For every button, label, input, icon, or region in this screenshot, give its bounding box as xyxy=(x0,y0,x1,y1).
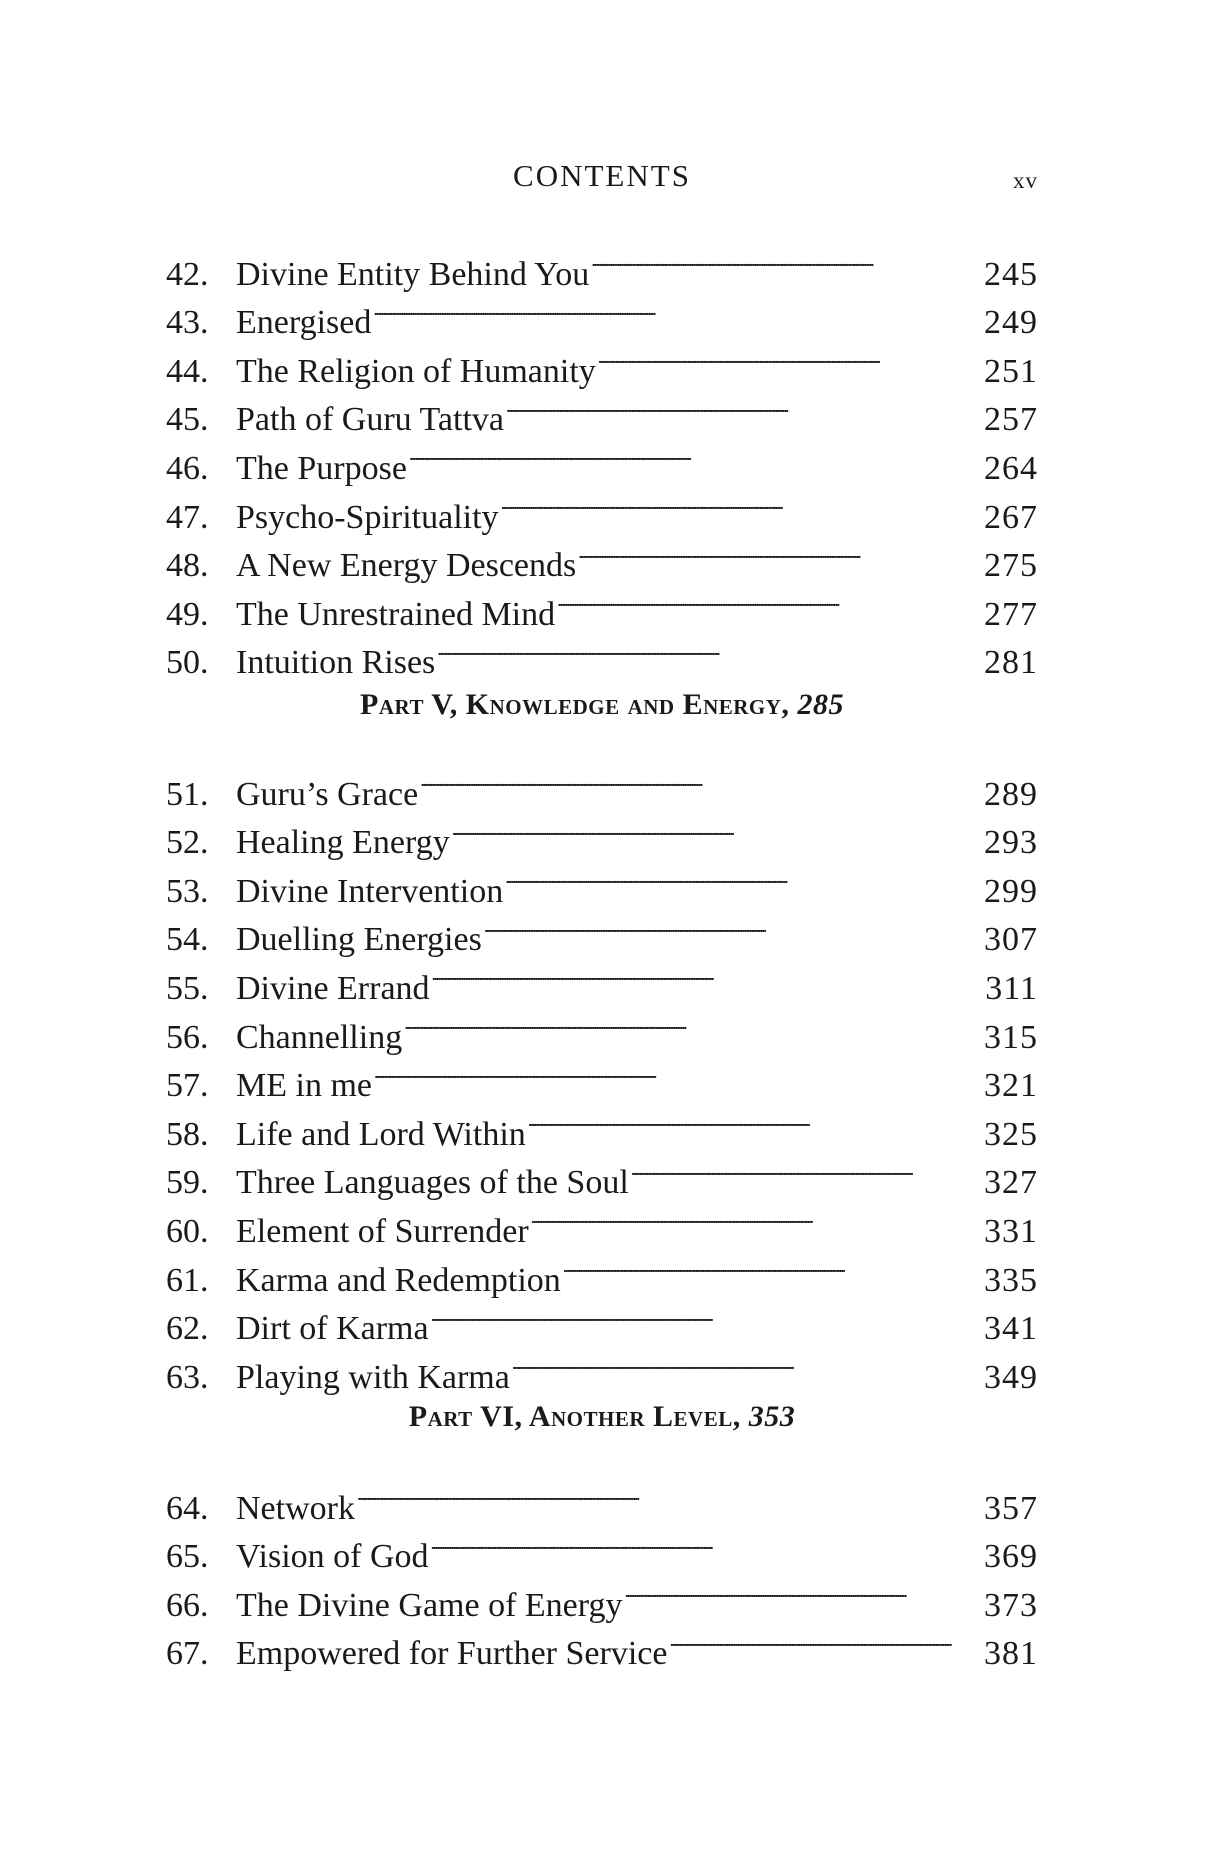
chapter-page-number: 251 xyxy=(984,352,1038,390)
dot-leader xyxy=(431,1519,982,1568)
toc-entry xyxy=(166,236,1038,293)
chapter-number: 65. xyxy=(166,1538,209,1576)
chapter-title: The Religion of Humanity xyxy=(236,352,596,390)
toc-entry xyxy=(166,1242,1038,1299)
chapter-number: 60. xyxy=(166,1212,209,1250)
chapter-title: Healing Energy xyxy=(236,824,450,862)
toc-group-part-v xyxy=(166,756,1038,1396)
chapter-title: Karma and Redemption xyxy=(236,1261,561,1299)
chapter-page-number: 264 xyxy=(984,449,1038,487)
chapter-page-number: 373 xyxy=(984,1586,1038,1624)
chapter-page-number: 369 xyxy=(984,1538,1038,1576)
chapter-page-number: 327 xyxy=(984,1164,1038,1202)
chapter-page-number: 275 xyxy=(984,547,1038,585)
toc-entry xyxy=(166,1048,1038,1105)
chapter-page-number: 245 xyxy=(984,255,1038,293)
toc-entry xyxy=(166,1291,1038,1348)
toc-entry xyxy=(166,1339,1038,1396)
chapter-number: 59. xyxy=(166,1164,209,1202)
toc-group-part-vi xyxy=(166,1470,1038,1673)
chapter-title: A New Energy Descends xyxy=(236,547,577,585)
chapter-page-number: 281 xyxy=(984,644,1038,682)
page-folio: xv xyxy=(1013,168,1038,193)
chapter-page-number: 315 xyxy=(984,1018,1038,1056)
dot-leader xyxy=(409,430,982,479)
chapter-number: 48. xyxy=(166,547,209,585)
dot-leader xyxy=(484,902,982,951)
toc-entry xyxy=(166,999,1038,1056)
dot-leader xyxy=(563,1242,982,1291)
chapter-number: 49. xyxy=(166,595,209,633)
part-v-heading xyxy=(166,688,1038,722)
chapter-title: Channelling xyxy=(236,1018,403,1056)
toc-entry xyxy=(166,528,1038,585)
dot-leader xyxy=(591,236,982,285)
chapter-number: 58. xyxy=(166,1115,209,1153)
chapter-number: 67. xyxy=(166,1635,209,1673)
chapter-number: 64. xyxy=(166,1489,209,1527)
dot-leader xyxy=(432,950,984,999)
dot-leader xyxy=(578,528,982,577)
dot-leader xyxy=(512,1339,982,1388)
chapter-page-number: 331 xyxy=(984,1212,1038,1250)
toc-entry xyxy=(166,1519,1038,1576)
chapter-number: 43. xyxy=(166,304,209,342)
dot-leader xyxy=(452,805,982,854)
chapter-number: 52. xyxy=(166,824,209,862)
chapter-title: Playing with Karma xyxy=(236,1358,510,1396)
chapter-title: Path of Guru Tattva xyxy=(236,401,504,439)
dot-leader xyxy=(420,756,982,805)
part-vi-heading xyxy=(166,1400,1038,1434)
dot-leader xyxy=(669,1616,982,1665)
toc-entry xyxy=(166,853,1038,910)
toc-entry xyxy=(166,625,1038,682)
chapter-number: 61. xyxy=(166,1261,209,1299)
chapter-number: 46. xyxy=(166,449,209,487)
toc-group-part-iv-continued xyxy=(166,236,1038,682)
dot-leader xyxy=(557,576,982,625)
toc-entry xyxy=(166,805,1038,862)
dot-leader xyxy=(624,1567,982,1616)
chapter-title: ME in me xyxy=(236,1067,372,1105)
toc-entry xyxy=(166,430,1038,487)
toc-entry xyxy=(166,333,1038,390)
chapter-number: 63. xyxy=(166,1358,209,1396)
chapter-page-number: 299 xyxy=(984,872,1038,910)
part-vi-label: Part VI, Another Level, xyxy=(408,1400,741,1433)
running-title: CONTENTS xyxy=(513,158,691,193)
dot-leader xyxy=(437,625,982,674)
chapter-title: Divine Entity Behind You xyxy=(236,255,590,293)
chapter-number: 56. xyxy=(166,1018,209,1056)
chapter-title: The Purpose xyxy=(236,449,407,487)
toc-entry xyxy=(166,1145,1038,1202)
chapter-page-number: 349 xyxy=(984,1358,1038,1396)
part-vi-page: 353 xyxy=(748,1400,796,1433)
chapter-page-number: 335 xyxy=(984,1261,1038,1299)
toc-entry xyxy=(166,1567,1038,1624)
chapter-title: Life and Lord Within xyxy=(236,1115,526,1153)
toc-entry xyxy=(166,285,1038,342)
chapter-number: 51. xyxy=(166,775,209,813)
dot-leader xyxy=(373,285,982,334)
dot-leader xyxy=(528,1096,982,1145)
chapter-page-number: 321 xyxy=(984,1067,1038,1105)
chapter-number: 45. xyxy=(166,401,209,439)
chapter-title: The Divine Game of Energy xyxy=(236,1586,623,1624)
toc-entry xyxy=(166,1470,1038,1527)
chapter-number: 57. xyxy=(166,1067,209,1105)
toc-entry xyxy=(166,1616,1038,1673)
dot-leader xyxy=(404,999,982,1048)
chapter-title: Duelling Energies xyxy=(236,921,482,959)
toc-entry xyxy=(166,576,1038,633)
dot-leader xyxy=(374,1048,982,1097)
chapter-page-number: 249 xyxy=(984,304,1038,342)
chapter-page-number: 311 xyxy=(985,969,1038,1007)
chapter-page-number: 381 xyxy=(984,1635,1038,1673)
chapter-number: 53. xyxy=(166,872,209,910)
chapter-number: 50. xyxy=(166,644,209,682)
chapter-title: Intuition Rises xyxy=(236,644,436,682)
toc-entry xyxy=(166,902,1038,959)
chapter-title: Divine Errand xyxy=(236,969,430,1007)
chapter-number: 54. xyxy=(166,921,209,959)
chapter-page-number: 307 xyxy=(984,921,1038,959)
chapter-title: Vision of God xyxy=(236,1538,429,1576)
dot-leader xyxy=(431,1291,982,1340)
chapter-page-number: 267 xyxy=(984,498,1038,536)
dot-leader xyxy=(505,853,982,902)
chapter-title: Empowered for Further Service xyxy=(236,1635,668,1673)
toc-entry xyxy=(166,479,1038,536)
dot-leader xyxy=(357,1470,982,1519)
chapter-number: 42. xyxy=(166,255,209,293)
chapter-page-number: 357 xyxy=(984,1489,1038,1527)
chapter-title: Network xyxy=(236,1489,355,1527)
chapter-page-number: 325 xyxy=(984,1115,1038,1153)
chapter-number: 55. xyxy=(166,969,209,1007)
chapter-title: Element of Surrender xyxy=(236,1212,529,1250)
chapter-page-number: 293 xyxy=(984,824,1038,862)
toc-entry xyxy=(166,756,1038,813)
part-v-label: Part V, Knowledge and Energy, xyxy=(360,688,790,721)
toc-entry xyxy=(166,1193,1038,1250)
toc-entry xyxy=(166,1096,1038,1153)
chapter-title: Guru’s Grace xyxy=(236,775,419,813)
chapter-title: Three Languages of the Soul xyxy=(236,1164,629,1202)
chapter-title: The Unrestrained Mind xyxy=(236,595,556,633)
dot-leader xyxy=(506,382,982,431)
chapter-page-number: 289 xyxy=(984,775,1038,813)
chapter-number: 66. xyxy=(166,1586,209,1624)
chapter-page-number: 341 xyxy=(984,1310,1038,1348)
chapter-page-number: 257 xyxy=(984,401,1038,439)
chapter-title: Psycho-Spirituality xyxy=(236,498,499,536)
chapter-number: 62. xyxy=(166,1310,209,1348)
chapter-title: Energised xyxy=(236,304,372,342)
toc-entry xyxy=(166,950,1038,1007)
part-v-page: 285 xyxy=(797,688,844,721)
chapter-title: Dirt of Karma xyxy=(236,1310,429,1348)
dot-leader xyxy=(598,333,982,382)
chapter-title: Divine Intervention xyxy=(236,872,504,910)
chapter-page-number: 277 xyxy=(984,595,1038,633)
chapter-number: 47. xyxy=(166,498,209,536)
running-head xyxy=(166,158,1038,198)
chapter-number: 44. xyxy=(166,352,209,390)
toc-entry xyxy=(166,382,1038,439)
dot-leader xyxy=(631,1145,982,1194)
dot-leader xyxy=(531,1193,982,1242)
dot-leader xyxy=(501,479,982,528)
